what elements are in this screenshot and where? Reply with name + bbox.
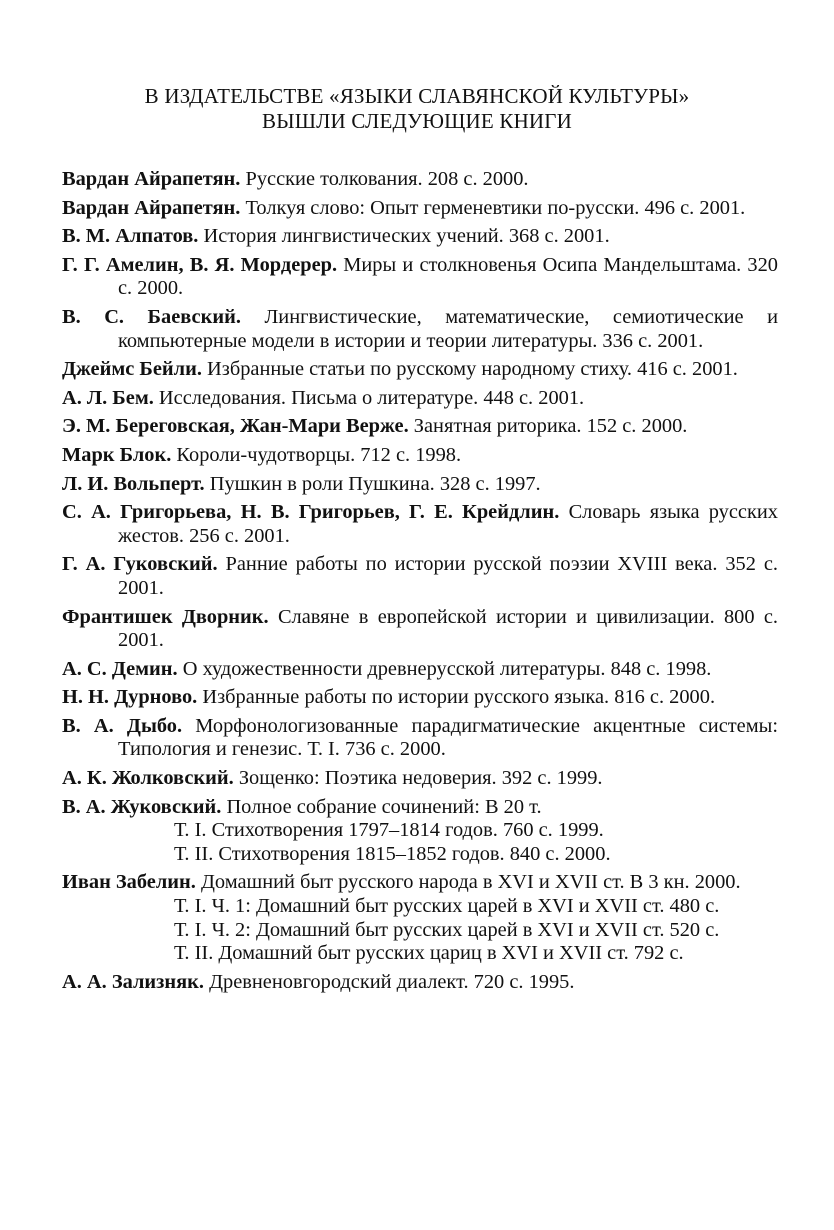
book-entry xyxy=(62,415,778,439)
book-details: Избранные работы по истории русского языка. 816 с. 2000. xyxy=(197,686,716,709)
book-entry xyxy=(62,971,778,995)
book-author: С. А. Григорьева, Н. В. Григорьев, Г. Е. Крейдлин. xyxy=(62,501,560,524)
book-author: Вардан Айрапетян. xyxy=(62,168,241,190)
book-details: Ранние работы по истории русской поэзии XVIII века. 352 с. 2001. xyxy=(118,553,778,599)
book-entry xyxy=(62,715,778,762)
book-details: Полное собрание сочинений: В 20 т. xyxy=(221,795,542,818)
book-list xyxy=(62,168,778,999)
book-entry xyxy=(62,658,778,682)
book-entry xyxy=(62,444,778,468)
book-entry xyxy=(62,358,778,382)
book-entry xyxy=(62,168,778,192)
book-author: В. А. Дыбо. xyxy=(62,714,183,737)
heading-line-1: В ИЗДАТЕЛЬСТВЕ «ЯЗЫКИ СЛАВЯНСКОЙ КУЛЬТУРЫ» xyxy=(144,84,690,108)
book-author: Г. А. Гуковский. xyxy=(62,553,218,576)
book-entry xyxy=(62,225,778,249)
book-author: Марк Блок. xyxy=(62,443,172,466)
book-entry xyxy=(62,306,778,353)
volume-line: Т. II. Домашний быт русских цариц в XVI и XVII ст. 792 с. xyxy=(174,942,684,965)
book-author: Иван Забелин. xyxy=(62,871,196,894)
book-details: Занятная риторика. 152 с. 2000. xyxy=(408,415,688,438)
book-entry xyxy=(62,796,778,867)
book-details: Зощенко: Поэтика недоверия. 392 с. 1999. xyxy=(233,767,603,790)
volume-line: Т. I. Ч. 2: Домашний быт русских царей в XVI и XVII ст. 520 с. xyxy=(174,918,720,941)
book-details: Короли-чудотворцы. 712 с. 1998. xyxy=(171,443,462,466)
book-entry xyxy=(62,387,778,411)
book-details: О художественности древнерусской литературы. 848 с. 1998. xyxy=(177,657,712,680)
volume-line: Т. I. Стихотворения 1797–1814 годов. 760 с. 1999. xyxy=(174,819,604,842)
book-author: А. С. Демин. xyxy=(62,657,178,680)
book-details: Избранные статьи по русскому народному стиху. 416 с. 2001. xyxy=(201,358,738,381)
book-entry xyxy=(62,767,778,791)
book-details: Исследования. Письма о литературе. 448 с. 2001. xyxy=(153,386,585,409)
book-author: Э. М. Береговская, Жан-Мари Верже. xyxy=(62,415,409,438)
book-entry xyxy=(62,871,778,965)
book-entry xyxy=(62,686,778,710)
book-details: Толкуя слово: Опыт герменевтики по-русски. 496 с. 2001. xyxy=(240,196,746,219)
book-details: Русские толкования. 208 с. 2000. xyxy=(240,168,529,190)
book-author: Франтишек Дворник. xyxy=(62,605,269,628)
book-author: А. Л. Бем. xyxy=(62,386,154,409)
page-heading xyxy=(0,84,834,134)
book-author: Вардан Айрапетян. xyxy=(62,196,241,219)
book-details: Миры и столкновенья Осипа Мандельштама. 320 с. 2000. xyxy=(118,253,778,300)
book-author: Н. Н. Дурново. xyxy=(62,686,198,709)
book-details: Древненовгородский диалект. 720 с. 1995. xyxy=(204,970,575,993)
book-author: Г. Г. Амелин, В. Я. Мордерер. xyxy=(62,253,338,276)
volume-line: Т. I. Ч. 1: Домашний быт русских царей в XVI и XVII ст. 480 с. xyxy=(174,895,720,918)
book-author: Л. И. Вольперт. xyxy=(62,472,205,495)
book-details: Домашний быт русского народа в XVI и XVII ст. В 3 кн. 2000. xyxy=(195,871,741,894)
book-details: Пушкин в роли Пушкина. 328 с. 1997. xyxy=(204,472,541,495)
book-details: Словарь языка русских жестов. 256 с. 2001. xyxy=(118,501,778,547)
book-details: Морфонологизованные парадигматические акцентные системы: Типология и генезис. Т. I. 736 с. 2000. xyxy=(118,714,778,761)
book-entry xyxy=(62,473,778,497)
heading-line-2: ВЫШЛИ СЛЕДУЮЩИЕ КНИГИ xyxy=(261,109,573,133)
book-details: Лингвистические, математические, семиотические и компьютерные модели в истории и теории литературы. 336 с. 2001. xyxy=(118,305,778,352)
book-author: А. К. Жолковский. xyxy=(62,767,234,790)
volume-line: Т. II. Стихотворения 1815–1852 годов. 840 с. 2000. xyxy=(174,842,611,865)
book-author: В. С. Баевский. xyxy=(62,305,241,328)
book-author: Джеймс Бейли. xyxy=(62,358,202,381)
book-author: А. А. Зализняк. xyxy=(62,970,204,993)
book-details: Славяне в европейской истории и цивилизации. 800 с. 2001. xyxy=(118,605,779,652)
book-author: В. А. Жуковский. xyxy=(62,795,222,818)
book-entry xyxy=(62,254,778,301)
book-author: В. М. Алпатов. xyxy=(62,225,199,248)
book-entry xyxy=(62,606,778,653)
book-details: История лингвистических учений. 368 с. 2001. xyxy=(198,225,610,248)
book-entry xyxy=(62,501,778,548)
book-entry xyxy=(62,553,778,600)
book-entry xyxy=(62,197,778,221)
